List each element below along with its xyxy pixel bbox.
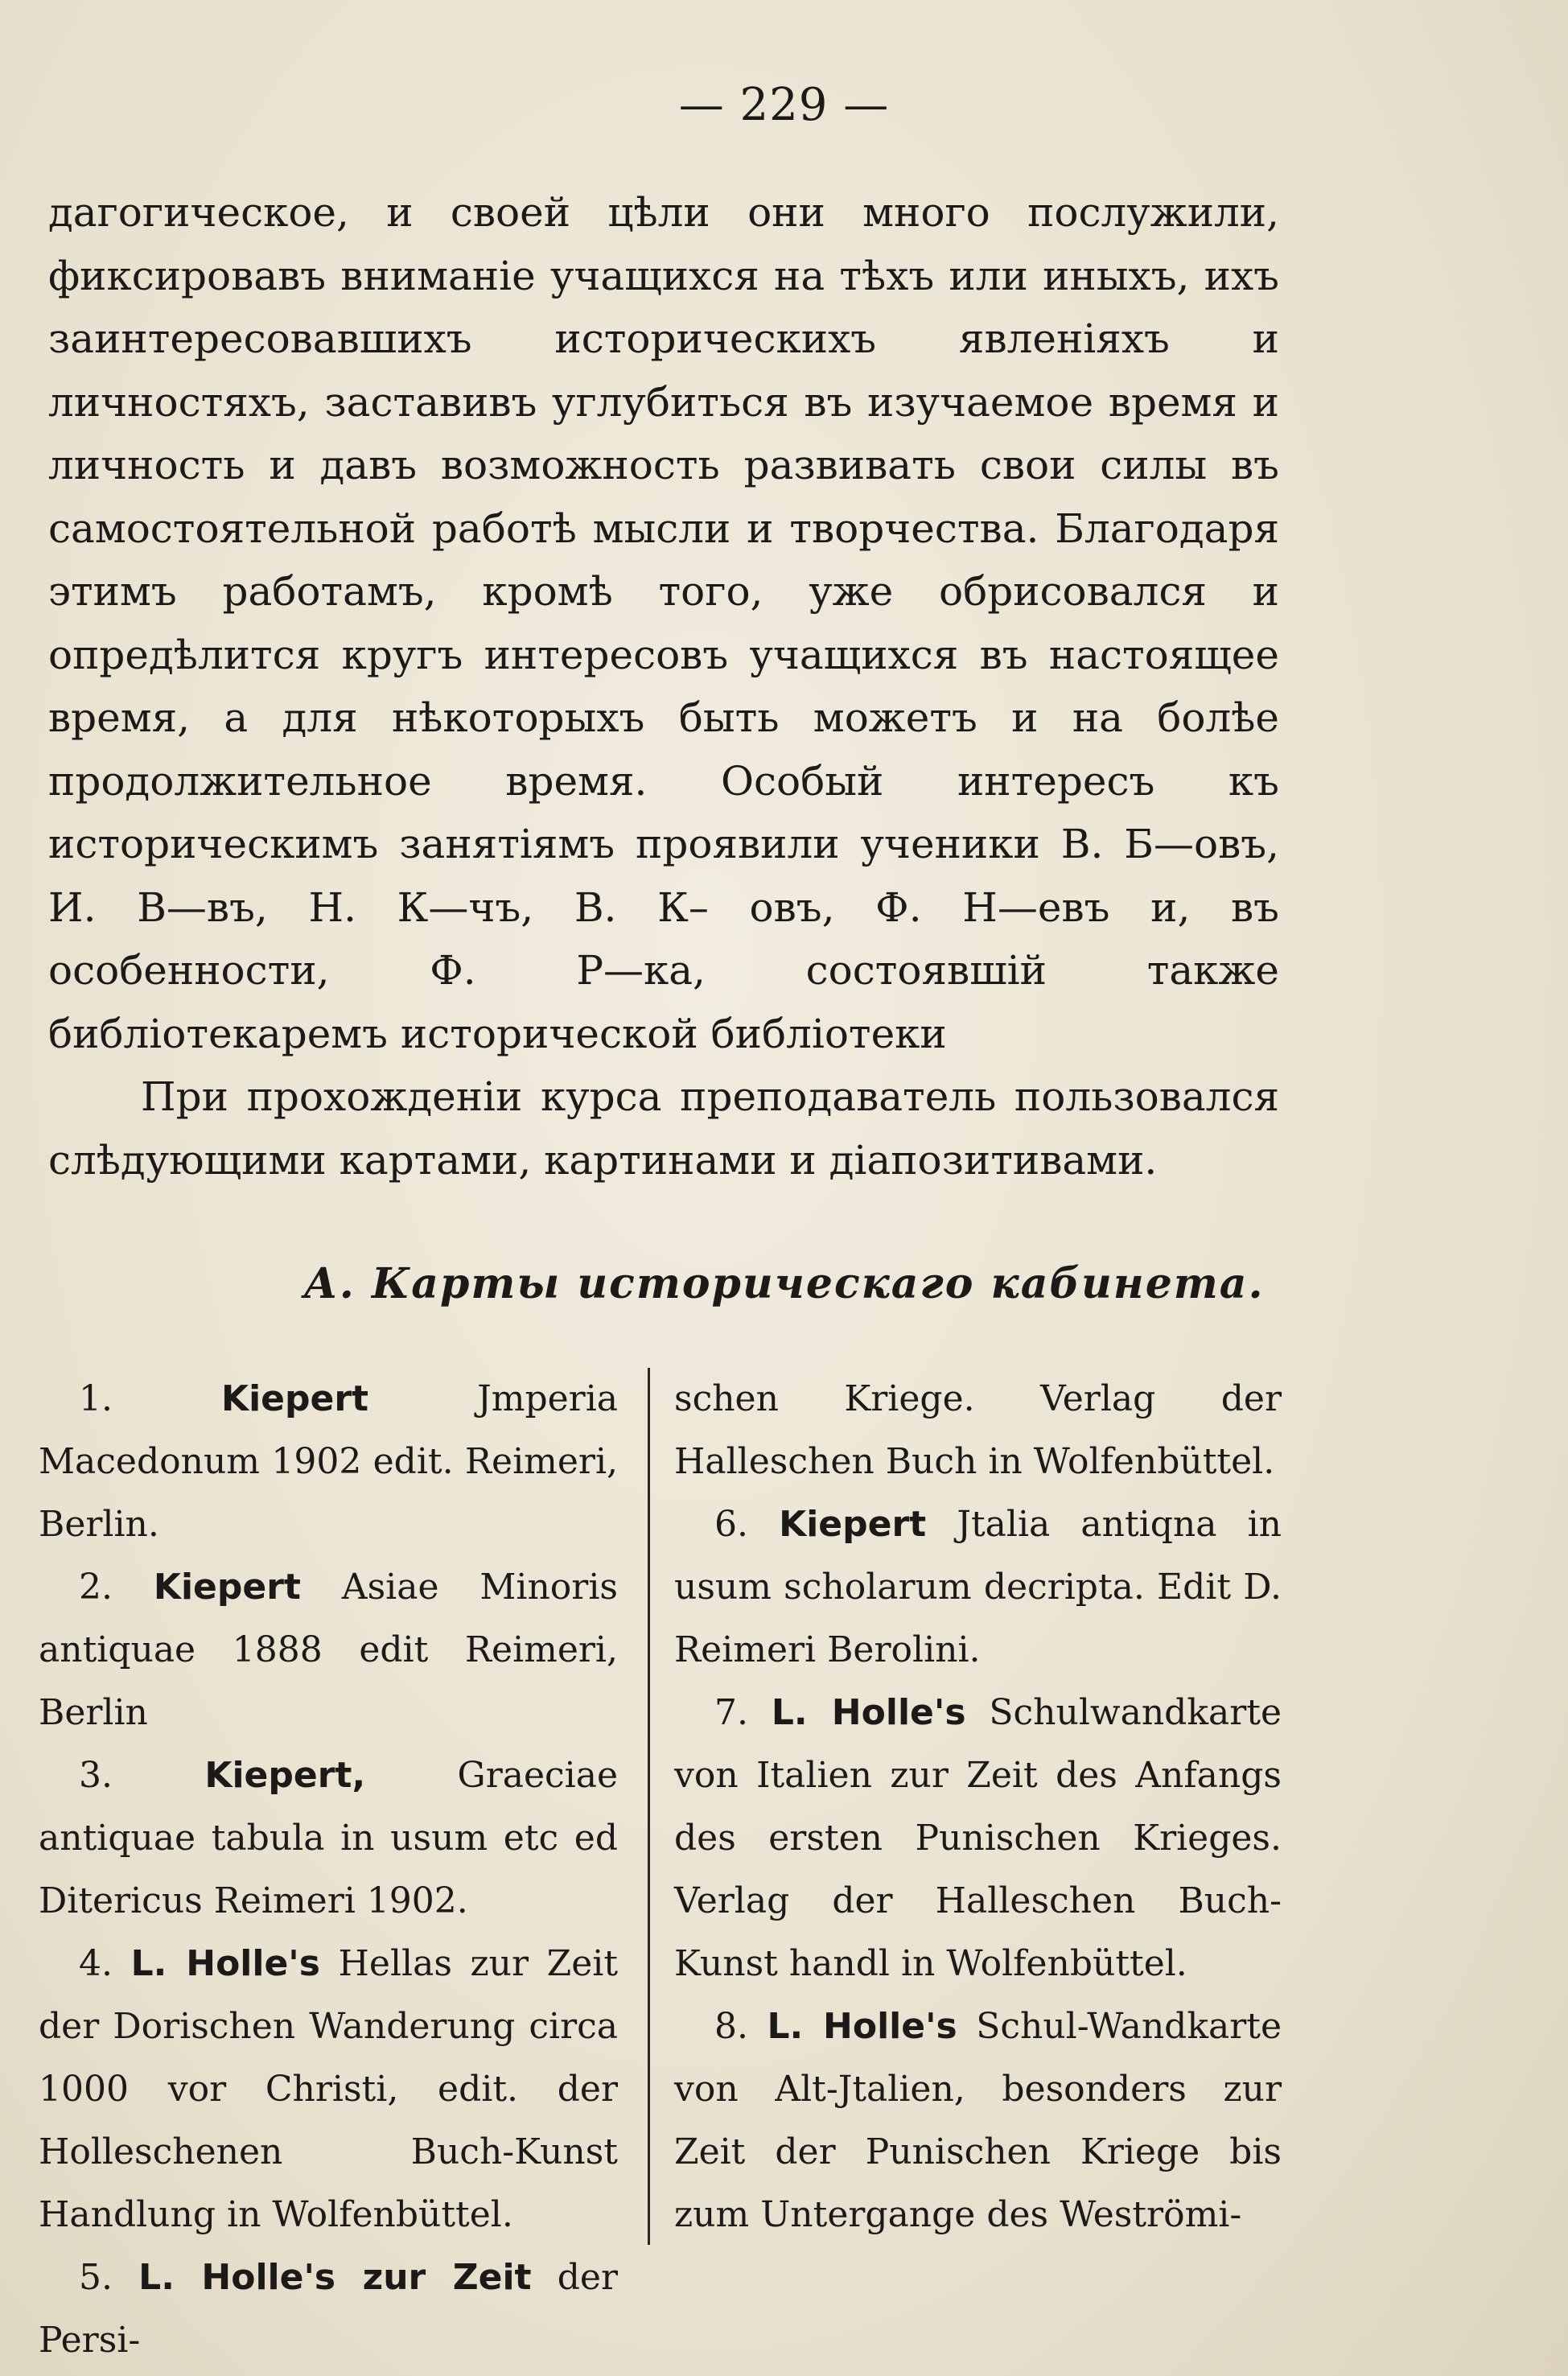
item-text: Graeciae antiquae tabula in usum etc ed Ditericus Reimeri 1902. (39, 1755, 618, 1921)
list-item (674, 1995, 1282, 2246)
item-author: L. Holle's (130, 1943, 320, 1984)
item-number: 1. (79, 1378, 113, 1419)
list-item (39, 1744, 618, 1933)
list-item (674, 1368, 1282, 1493)
column-divider (648, 1368, 650, 2245)
list-item (39, 1933, 618, 2246)
list-item (39, 1556, 618, 1744)
map-list (39, 1368, 1282, 2361)
item-author: L. Holle's (767, 2006, 957, 2047)
item-text: Jtalia antiqna in usum scholarum decripta. Edit D. Reimeri Berolini. (674, 1504, 1282, 1670)
left-column (39, 1368, 618, 2372)
item-text: der Persi- (39, 2257, 618, 2361)
section-heading: А. Карты историческаго кабинета. (303, 1259, 1265, 1308)
right-column (674, 1368, 1282, 2246)
list-item (39, 1368, 618, 1556)
item-text: Asiae Minoris antiquae 1888 edit Reimeri, Berlin (39, 1567, 618, 1733)
item-text: Schul-Wandkarte von Alt-Jtalien, besonders zur Zeit der Punischen Kriege bis zum Untergange des Weströmi- (674, 2006, 1282, 2235)
item-text: schen Kriege. Verlag der Halleschen Buch in Wolfenbüttel. (674, 1378, 1282, 1482)
list-item (674, 1493, 1282, 1682)
item-number: 7. (714, 1692, 748, 1733)
item-author: Kiepert (779, 1504, 927, 1545)
paragraph: дагогическое, и своей цѣли они много послужили, фиксировавъ вниманіе учащихся на тѣхъ или иныхъ, ихъ заинтересовавшихъ историческихъ явленіяхъ и личностяхъ, заставивъ углубиться въ изучаемое время и личность и давъ возможность развивать свои силы въ самостоятельной работѣ мысли и творчества. Благодаря этимъ работамъ, кромѣ того, уже обрисовался и опредѣлится кругъ интересовъ учащихся въ настоящее время, а для нѣкоторыхъ быть можетъ и на болѣе продолжительное время. Особый интересъ къ историческимъ занятіямъ проявили ученики В. Б—овъ, И. В—въ, Н. К—чъ, В. К– овъ, Ф. Н—евъ и, въ особенности, Ф. Р—ка, состоявшій также библіотекаремъ исторической библіотеки (48, 189, 1279, 1057)
list-item (674, 1682, 1282, 1995)
item-author: L. Holle's zur Zeit (138, 2257, 532, 2298)
item-number: 8. (714, 2006, 748, 2047)
item-number: 4. (79, 1943, 113, 1984)
item-number: 6. (714, 1504, 748, 1545)
item-text: Jmperia Macedonum 1902 edit. Reimeri, Berlin. (39, 1378, 618, 1545)
paragraph: При прохожденіи курса преподаватель пользовался слѣдующими картами, картинами и діапозитивами. (48, 1073, 1279, 1184)
item-number: 2. (79, 1567, 113, 1608)
list-item (39, 2246, 618, 2372)
item-author: Kiepert (221, 1378, 369, 1419)
item-author: Kiepert (153, 1567, 301, 1608)
item-text: Hellas zur Zeit der Dorischen Wanderung circa 1000 vor Christi, edit. der Holleschenen Buch-Kunst Handlung in Wolfenbüttel. (39, 1943, 618, 2235)
page-number: — 229 — (678, 79, 890, 131)
item-author: L. Holle's (771, 1692, 966, 1733)
item-text: Schulwandkarte von Italien zur Zeit des Anfangs des ersten Punischen Krieges. Verlag der Halleschen Buch-Kunst handl in Wolfenbüttel. (674, 1692, 1282, 1984)
item-author: Kiepert, (204, 1755, 366, 1796)
item-number: 5. (79, 2257, 113, 2298)
item-number: 3. (79, 1755, 113, 1796)
body-text (48, 181, 1279, 1192)
